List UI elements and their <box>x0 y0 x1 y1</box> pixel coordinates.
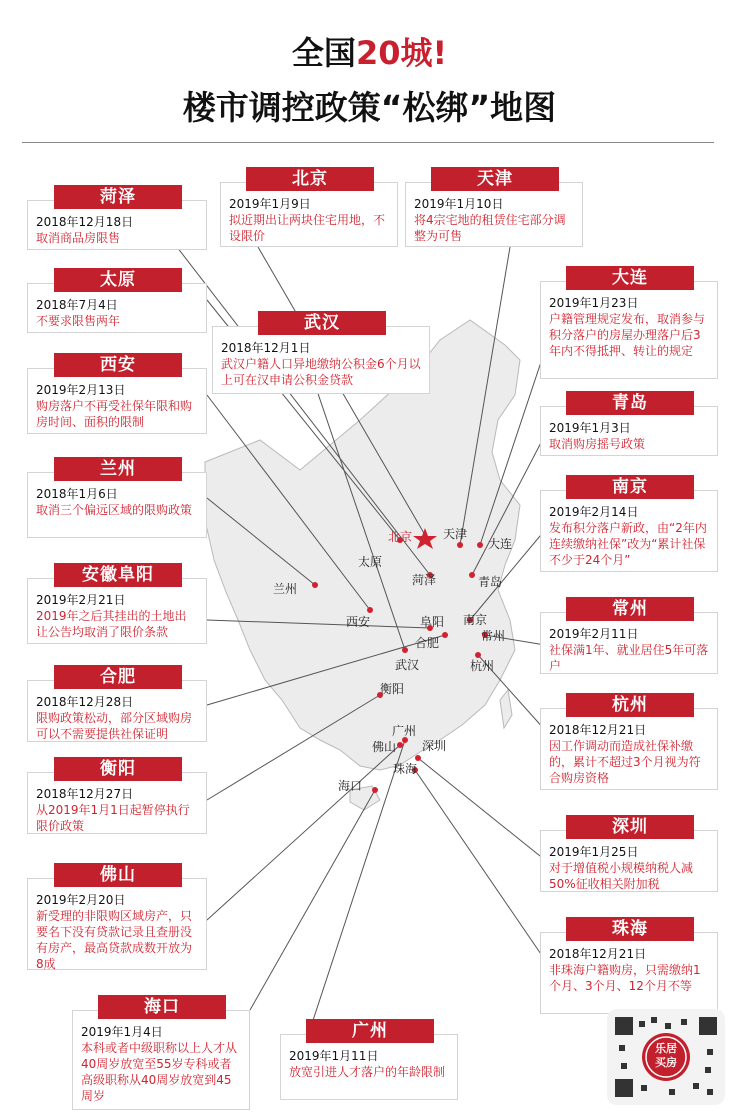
card-date-anhuifuyang: 2019年2月21日 <box>36 593 126 607</box>
card-text-dalian: 户籍管理规定发布，取消参与积分落户的房屋办理落户后3年内不得抵押、转让的规定 <box>549 312 706 358</box>
card-text-qingdao: 取消购房摇号政策 <box>549 437 646 451</box>
map-label-haikou: 海口 <box>338 779 363 793</box>
card-header-foshan: 佛山 <box>54 863 182 887</box>
card-date-hefei: 2018年12月28日 <box>36 695 134 709</box>
map-label-hangzhou: 杭州 <box>470 659 495 673</box>
leader-line-qingdao <box>472 435 545 575</box>
city-dot-tianjin <box>457 542 463 548</box>
map-label-shenzhen: 深圳 <box>422 739 447 753</box>
policy-card-guangzhou <box>280 1021 458 1100</box>
city-dot-lanzhou <box>312 582 318 588</box>
map-label-dalian: 大连 <box>488 537 513 551</box>
city-dot-foshan <box>397 742 403 748</box>
card-text-anhuifuyang: 2019年之后其挂出的土地出让公告均取消了限价条款 <box>36 609 187 639</box>
map-label-heze: 菏泽 <box>412 573 437 587</box>
card-text-heze: 取消商品房限售 <box>36 231 121 245</box>
card-date-lanzhou: 2018年1月6日 <box>36 487 118 501</box>
map-label-guangzhou: 广州 <box>392 724 417 738</box>
policy-card-dalian <box>540 268 718 379</box>
card-date-foshan: 2019年2月20日 <box>36 893 126 907</box>
page-title-line2: 楼市调控政策“松绑”地图 <box>182 88 557 127</box>
card-date-xian: 2019年2月13日 <box>36 383 126 397</box>
card-date-shenzhen: 2019年1月25日 <box>549 845 639 859</box>
policy-card-hengyang <box>27 759 207 834</box>
card-text-xian: 购房落户不再受社保年限和购房时间、面积的限制 <box>36 399 193 429</box>
card-text-zhuhai: 非珠海户籍购房，只需缴纳1个月、3个月、12个月不等 <box>549 963 701 993</box>
card-text-hengyang: 从2019年1月1日起暂停执行限价政策 <box>36 803 190 833</box>
map-label-hengyang: 衡阳 <box>380 682 405 696</box>
policy-card-lanzhou <box>27 459 207 538</box>
card-date-qingdao: 2019年1月3日 <box>549 421 631 435</box>
card-text-taiyuan: 不要求限售两年 <box>36 314 121 328</box>
card-text-tianjin: 将4宗宅地的租赁住宅部分调整为可售 <box>414 213 566 243</box>
card-text-hangzhou: 因工作调动而造成社保补缴的，累计不超过3个月视为符合购房资格 <box>549 739 701 785</box>
card-date-hangzhou: 2018年12月21日 <box>549 723 647 737</box>
card-date-hengyang: 2018年12月27日 <box>36 787 134 801</box>
card-header-lanzhou: 兰州 <box>54 457 182 481</box>
map-label-lanzhou: 兰州 <box>273 582 298 596</box>
policy-card-foshan <box>27 865 207 971</box>
map-label-fuyang: 阜阳 <box>420 615 445 629</box>
card-date-dalian: 2019年1月23日 <box>549 296 639 310</box>
card-date-heze: 2018年12月18日 <box>36 215 134 229</box>
leader-line-zhuhai <box>415 770 545 960</box>
card-header-zhuhai: 珠海 <box>566 917 694 941</box>
card-header-hengyang: 衡阳 <box>54 757 182 781</box>
card-header-xian: 西安 <box>54 353 182 377</box>
card-header-beijing: 北京 <box>246 167 374 191</box>
map-label-changzhou: 常州 <box>481 629 506 643</box>
map-label-tianjin: 天津 <box>443 527 468 541</box>
card-text-wuhan: 武汉户籍人口异地缴纳公积金6个月以上可在汉申请公积金贷款 <box>221 357 421 387</box>
map-label-zhuhai: 珠海 <box>393 762 418 776</box>
map-label-wuhan: 武汉 <box>395 658 420 672</box>
capital-star-icon <box>413 528 437 549</box>
card-text-haikou: 本科或者中级职称以上人才从40周岁放宽至55岁专科或者高级职称从40周岁放宽到45周岁 <box>81 1041 238 1103</box>
policy-card-heze <box>27 187 207 250</box>
card-header-anhuifuyang: 安徽阜阳 <box>54 563 182 587</box>
card-header-guangzhou: 广州 <box>306 1019 434 1043</box>
city-dot-haikou <box>372 787 378 793</box>
card-text-guangzhou: 放宽引进人才落户的年龄限制 <box>289 1065 446 1079</box>
card-text-hefei: 限购政策松动，部分区域购房可以不需要提供社保证明 <box>36 711 193 741</box>
card-text-lanzhou: 取消三个偏远区域的限购政策 <box>36 503 193 517</box>
card-header-haikou: 海口 <box>98 995 226 1019</box>
policy-card-zhuhai <box>540 919 718 1014</box>
policy-card-haikou <box>72 997 250 1110</box>
card-date-beijing: 2019年1月9日 <box>229 197 311 211</box>
city-dot-qingdao <box>469 572 475 578</box>
map-label-nanjing: 南京 <box>463 613 488 627</box>
policy-card-changzhou <box>540 599 718 674</box>
card-header-changzhou: 常州 <box>566 597 694 621</box>
card-text-beijing: 拟近期出让两块住宅用地，不设限价 <box>229 213 386 243</box>
leader-line-lanzhou <box>207 498 315 585</box>
page-title-line1: 全国20城! <box>291 34 448 72</box>
map-label-xian: 西安 <box>346 615 371 629</box>
policy-card-xian <box>27 355 207 434</box>
card-date-wuhan: 2018年12月1日 <box>221 341 311 355</box>
card-date-nanjing: 2019年2月14日 <box>549 505 639 519</box>
card-text-nanjing: 发布积分落户新政，由“2年内连续缴纳社保”改为“累计社保不少于24个月” <box>549 521 707 567</box>
map-label-hefei: 合肥 <box>415 636 440 650</box>
leader-line-tianjin <box>460 247 510 545</box>
card-date-zhuhai: 2018年12月21日 <box>549 947 647 961</box>
policy-card-qingdao <box>540 393 718 456</box>
card-header-wuhan: 武汉 <box>258 311 386 335</box>
card-text-foshan: 新受理的非限购区域房产，只要名下没有贷款记录且查册没有房产，最高贷款成数开放为8成 <box>36 909 193 971</box>
card-header-taiyuan: 太原 <box>54 268 182 292</box>
card-header-shenzhen: 深圳 <box>566 815 694 839</box>
city-dot-wuhan <box>402 647 408 653</box>
card-date-haikou: 2019年1月4日 <box>81 1025 163 1039</box>
card-header-nanjing: 南京 <box>566 475 694 499</box>
policy-card-beijing <box>220 169 398 247</box>
card-header-heze: 菏泽 <box>54 185 182 209</box>
card-header-qingdao: 青岛 <box>566 391 694 415</box>
leader-line-dalian <box>480 350 545 545</box>
card-text-shenzhen: 对于增值税小规模纳税人减50%征收相关附加税 <box>549 861 694 891</box>
policy-card-tianjin <box>405 169 583 247</box>
map-label-beijing: 北京 <box>388 530 413 544</box>
leader-line-haikou <box>250 790 375 1010</box>
leader-line-wuhan <box>310 370 405 650</box>
city-dot-hefei <box>442 632 448 638</box>
policy-card-anhuifuyang <box>27 565 207 644</box>
leader-line-xian <box>207 395 370 610</box>
card-header-tianjin: 天津 <box>431 167 559 191</box>
card-date-changzhou: 2019年2月11日 <box>549 627 639 641</box>
policy-card-nanjing <box>540 477 718 572</box>
map-label-foshan: 佛山 <box>372 740 397 754</box>
policy-card-wuhan <box>212 313 430 394</box>
policy-card-taiyuan <box>27 270 207 333</box>
card-header-dalian: 大连 <box>566 266 694 290</box>
card-header-hangzhou: 杭州 <box>566 693 694 717</box>
card-text-changzhou: 社保满1年、就业居住5年可落户 <box>549 643 709 673</box>
policy-card-hangzhou <box>540 695 718 790</box>
card-header-hefei: 合肥 <box>54 665 182 689</box>
title-accent: 20城! <box>355 34 448 72</box>
policy-card-hefei <box>27 667 207 742</box>
leader-line-foshan <box>207 745 400 920</box>
card-date-taiyuan: 2018年7月4日 <box>36 298 118 312</box>
map-label-qingdao: 青岛 <box>478 575 503 589</box>
card-date-guangzhou: 2019年1月11日 <box>289 1049 379 1063</box>
qr-badge-text: 乐居 买房 <box>655 1042 677 1069</box>
policy-card-shenzhen <box>540 817 718 892</box>
map-label-taiyuan: 太原 <box>358 555 383 569</box>
qr-code-badge <box>607 1009 725 1105</box>
leader-line-shenzhen <box>418 758 545 860</box>
city-dot-dalian <box>477 542 483 548</box>
card-date-tianjin: 2019年1月10日 <box>414 197 504 211</box>
